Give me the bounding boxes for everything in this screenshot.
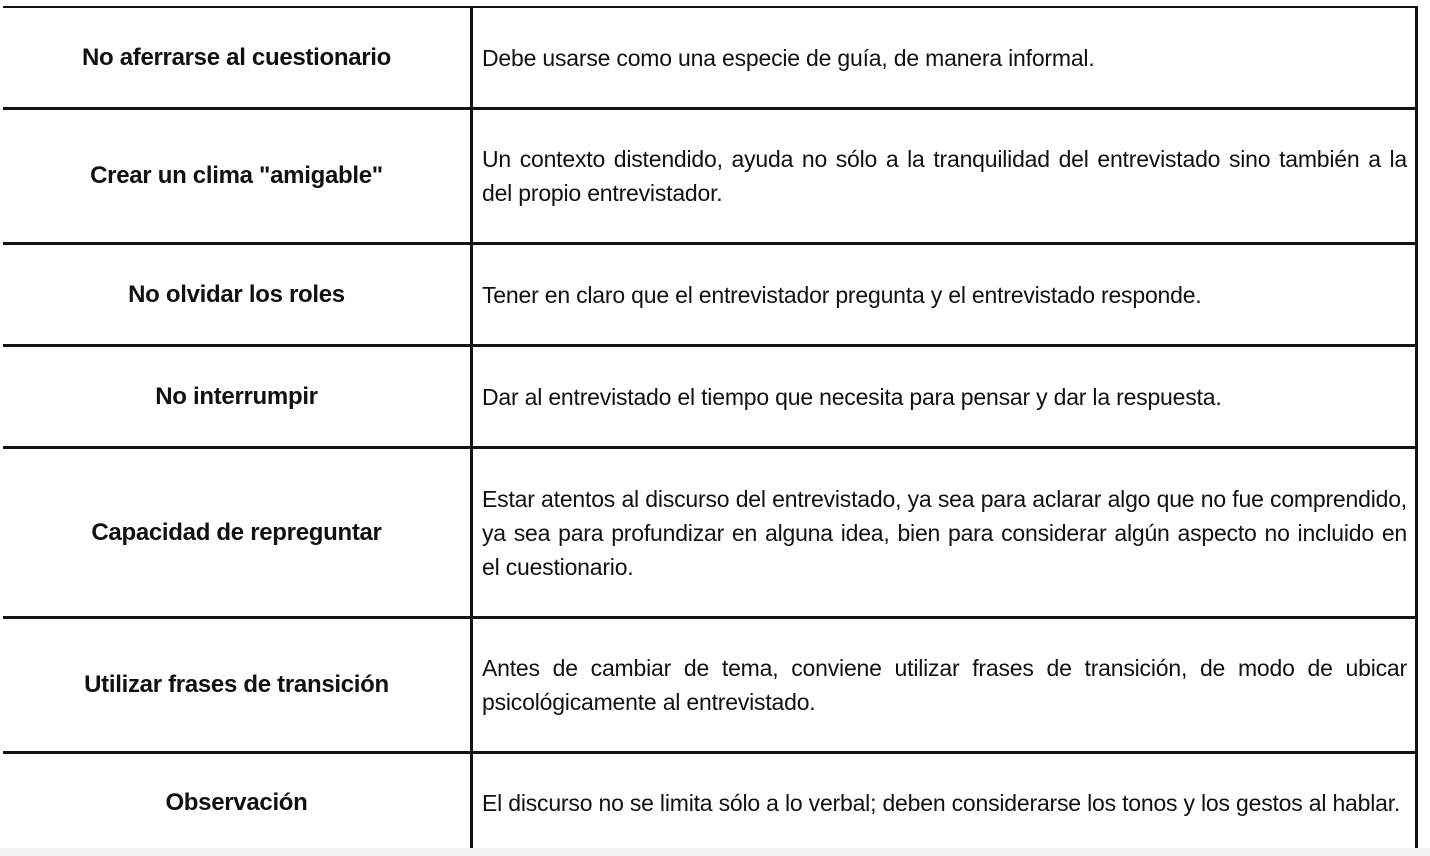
row-term: Utilizar frases de transición [3, 618, 472, 753]
row-term: No interrumpir [3, 346, 472, 448]
interview-tips-table [3, 6, 1418, 852]
page-bottom-edge [0, 848, 1430, 856]
table-row [3, 753, 1417, 853]
row-term: Capacidad de repreguntar [3, 448, 472, 618]
row-description: Tener en claro que el entrevistador pregunta y el entrevistado responde. [472, 244, 1417, 346]
table-row [3, 244, 1417, 346]
table-row [3, 7, 1417, 109]
table-row [3, 346, 1417, 448]
row-term: Crear un clima "amigable" [3, 109, 472, 244]
row-description: Dar al entrevistado el tiempo que necesita para pensar y dar la respuesta. [472, 346, 1417, 448]
row-term: No olvidar los roles [3, 244, 472, 346]
row-description: Antes de cambiar de tema, conviene utilizar frases de transición, de modo de ubicar psicológicamente al entrevistado. [472, 618, 1417, 753]
table-row [3, 618, 1417, 753]
row-description: Debe usarse como una especie de guía, de manera informal. [472, 7, 1417, 109]
row-term: Observación [3, 753, 472, 853]
table-row [3, 109, 1417, 244]
row-description: Un contexto distendido, ayuda no sólo a la tranquilidad del entrevistado sino también a la del propio entrevistador. [472, 109, 1417, 244]
row-description: El discurso no se limita sólo a lo verbal; deben considerarse los tonos y los gestos al hablar. [472, 753, 1417, 853]
row-term: No aferrarse al cuestionario [3, 7, 472, 109]
table-row [3, 448, 1417, 618]
row-description: Estar atentos al discurso del entrevistado, ya sea para aclarar algo que no fue comprendido, ya sea para profundizar en alguna idea, bien para considerar algún aspecto no incluido en el cuestionario. [472, 448, 1417, 618]
